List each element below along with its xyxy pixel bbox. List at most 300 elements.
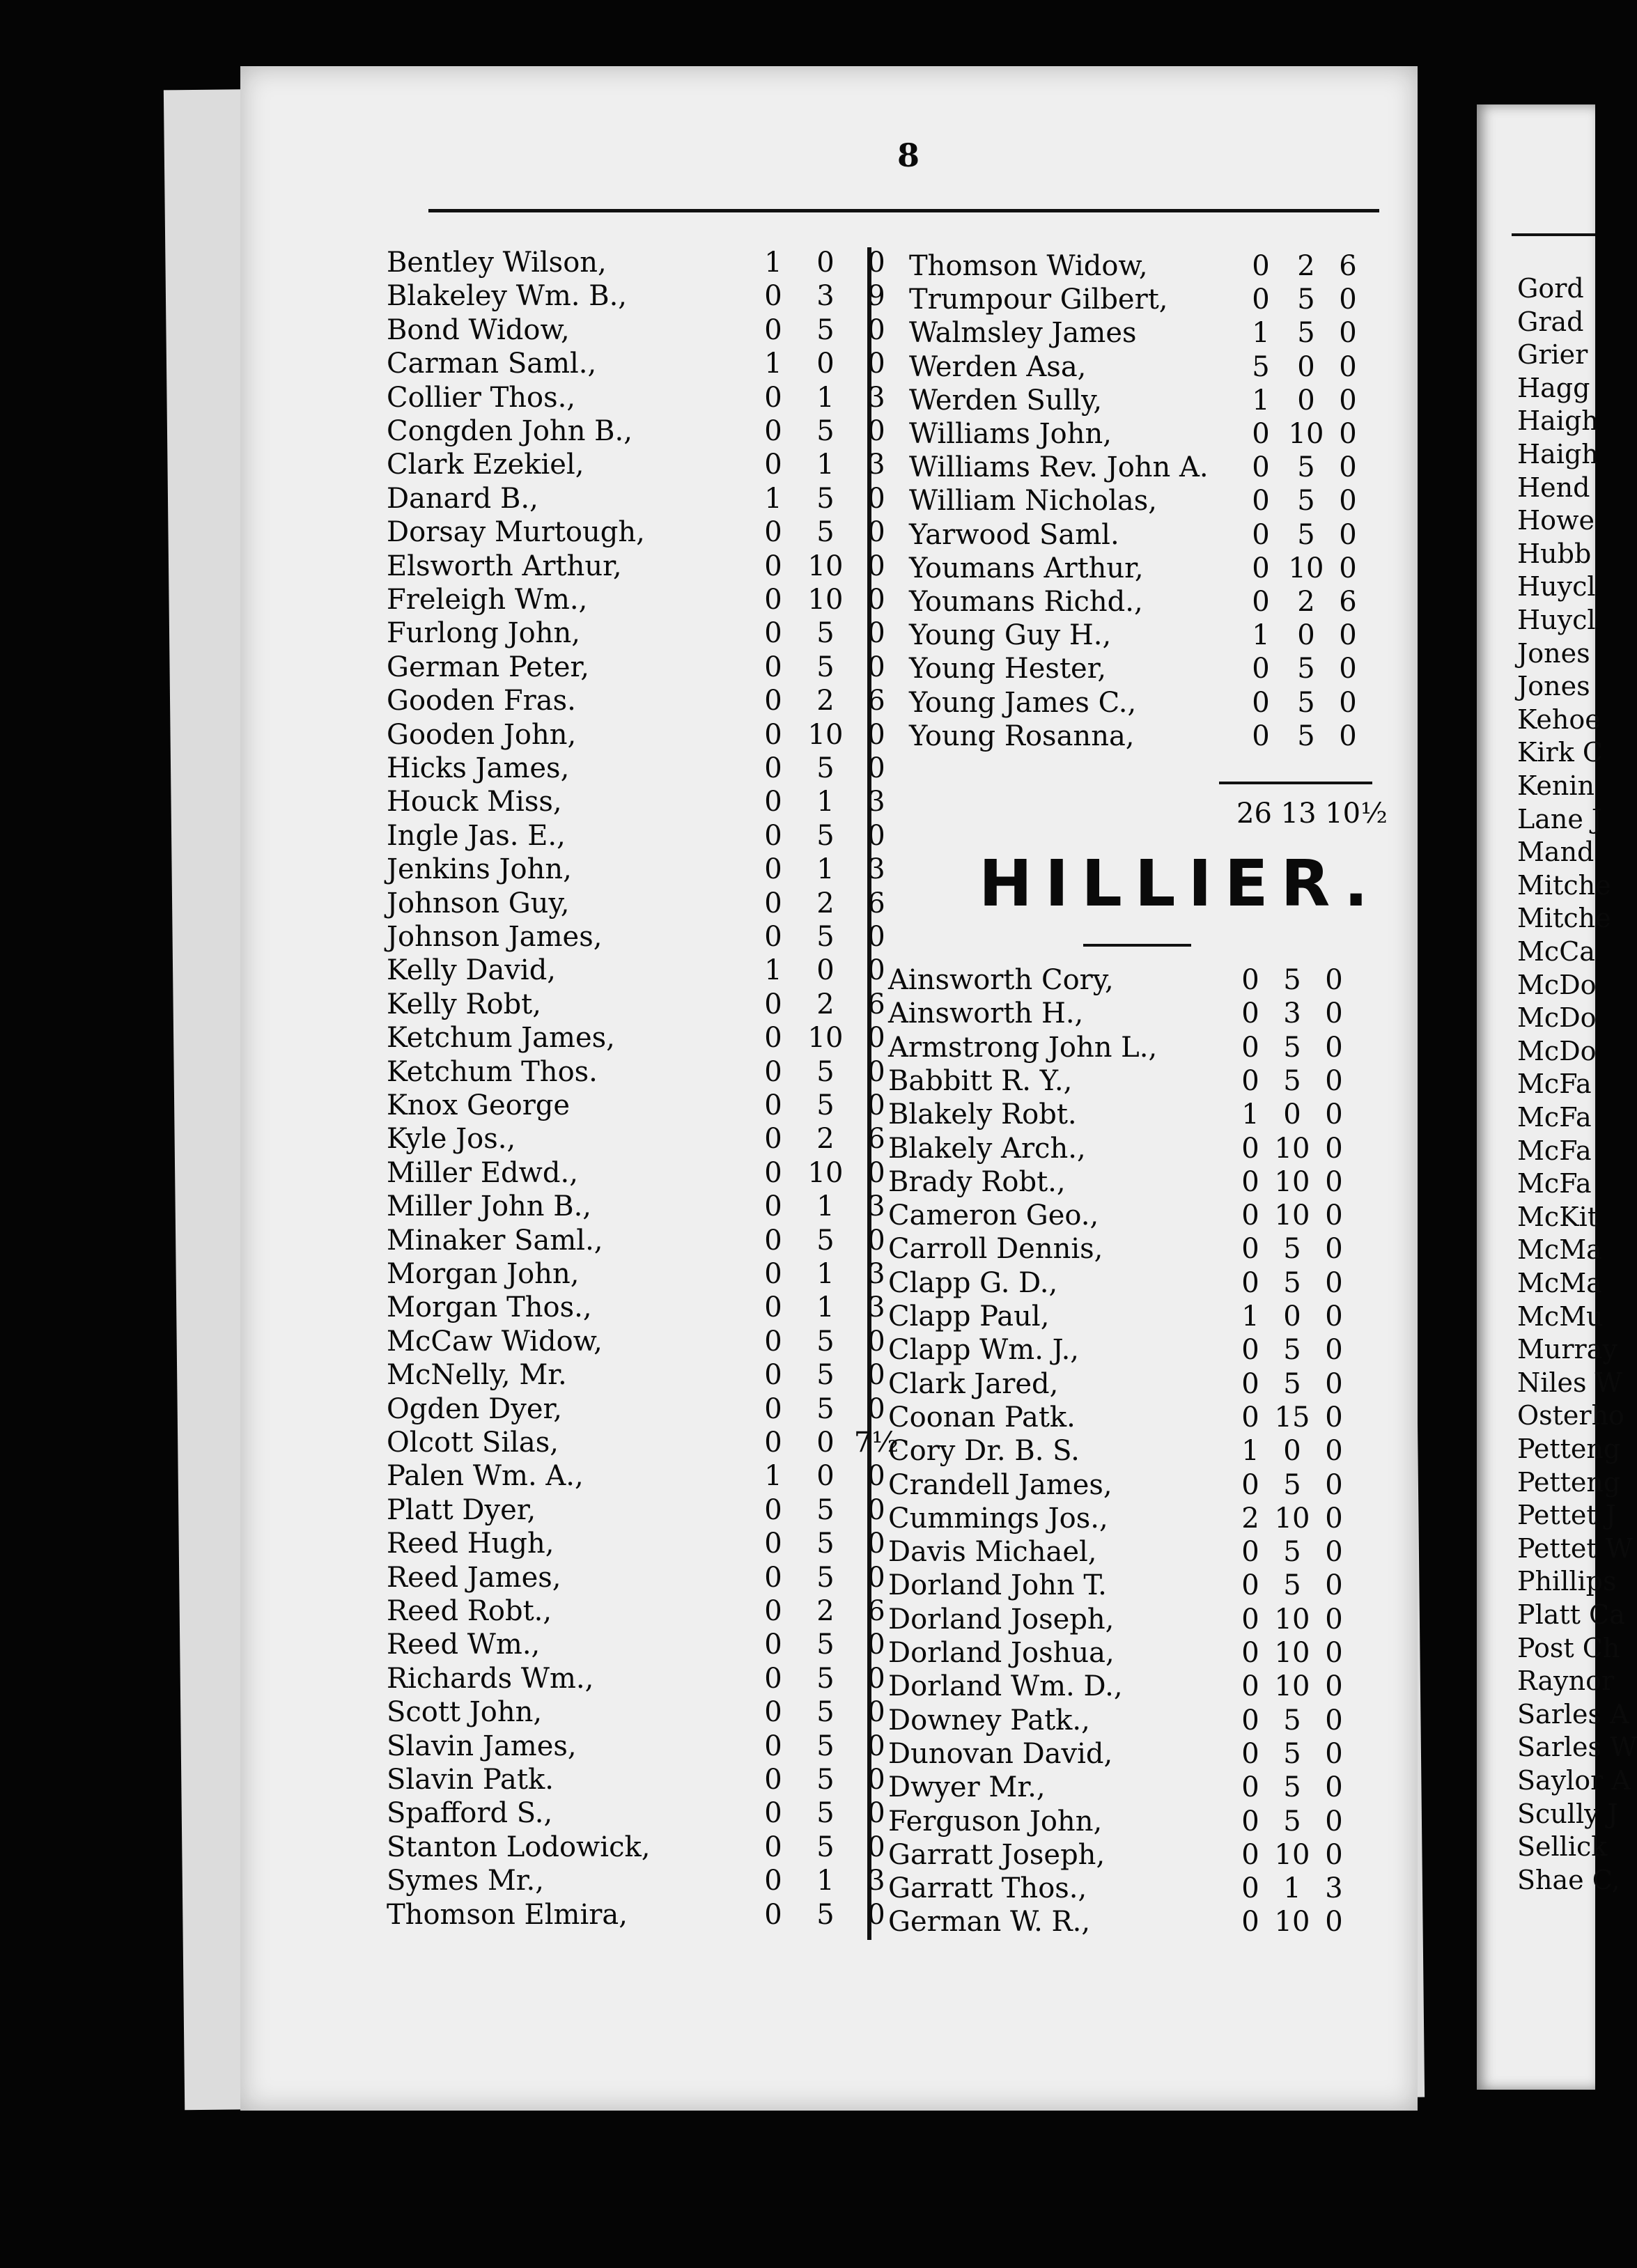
name: Blakely Arch., xyxy=(888,1132,1086,1165)
amount-pence: 0 xyxy=(867,921,885,953)
amount-shillings: 5 xyxy=(816,651,835,683)
amount-shillings: 0 xyxy=(816,1460,835,1493)
amount-pence: 0 xyxy=(867,1561,885,1594)
list-item xyxy=(888,1434,1358,1468)
amount-pounds: 0 xyxy=(1241,1771,1259,1804)
name: Young Guy H., xyxy=(909,619,1112,652)
amount-pounds: 1 xyxy=(764,954,782,987)
amount-pounds: 0 xyxy=(764,1831,782,1863)
list-item xyxy=(387,717,901,752)
list-item xyxy=(387,447,901,482)
amount-pence: 0 xyxy=(867,516,885,549)
amount-shillings: 5 xyxy=(816,1561,835,1594)
amount-shillings: 10 xyxy=(807,1156,844,1189)
amount-shillings: 3 xyxy=(816,280,835,313)
adjacent-page-text: Niles W xyxy=(1517,1367,1622,1398)
name: Symes Mr., xyxy=(387,1865,544,1897)
list-item xyxy=(387,1290,901,1325)
list-item xyxy=(909,651,1372,686)
name: Reed Hugh, xyxy=(387,1528,554,1560)
amount-pence: 0 xyxy=(1325,1132,1343,1165)
amount-pence: 3 xyxy=(867,1865,885,1897)
name: Johnson James, xyxy=(387,921,603,953)
amount-pounds: 0 xyxy=(1241,1737,1259,1770)
amount-pounds: 0 xyxy=(1252,418,1270,450)
list-item xyxy=(888,1602,1358,1637)
adjacent-page-text: Hend xyxy=(1517,472,1590,503)
amount-shillings: 5 xyxy=(1297,451,1315,484)
amount-shillings: 0 xyxy=(1283,1435,1301,1468)
amount-pence: 0 xyxy=(1325,1603,1343,1636)
amount-pence: 0 xyxy=(867,1797,885,1830)
list-item xyxy=(909,618,1372,653)
amount-shillings: 5 xyxy=(1297,485,1315,518)
amount-pounds: 0 xyxy=(1241,1603,1259,1636)
list-item xyxy=(387,987,901,1022)
amount-pence: 0 xyxy=(867,1898,885,1931)
adjacent-page-text: Grad xyxy=(1517,306,1584,337)
name: Garratt Thos., xyxy=(888,1872,1087,1905)
adjacent-page-text: Haigh xyxy=(1517,405,1599,437)
amount-pence: 0 xyxy=(867,1696,885,1729)
amount-pounds: 0 xyxy=(1252,552,1270,584)
amount-pounds: 0 xyxy=(1252,720,1270,752)
list-item xyxy=(387,886,901,921)
name: Hicks James, xyxy=(387,752,570,784)
amount-pounds: 0 xyxy=(764,280,782,313)
amount-shillings: 2 xyxy=(816,1595,835,1627)
amount-pounds: 1 xyxy=(764,348,782,380)
column-total: 26 13 10½ xyxy=(1236,798,1388,830)
list-item xyxy=(387,1020,901,1055)
adjacent-page-text: Grier xyxy=(1517,339,1588,371)
name: Williams John, xyxy=(909,418,1112,450)
amount-shillings: 2 xyxy=(816,1123,835,1156)
list-item xyxy=(909,282,1372,317)
list-item xyxy=(387,1257,901,1291)
name: Kelly Robt, xyxy=(387,988,541,1020)
amount-pounds: 0 xyxy=(764,1123,782,1156)
list-item xyxy=(888,1535,1358,1569)
name: Young James C., xyxy=(909,686,1137,719)
amount-shillings: 1 xyxy=(816,1865,835,1897)
list-item xyxy=(888,1904,1358,1939)
amount-pence: 0 xyxy=(1339,317,1357,350)
amount-pence: 0 xyxy=(867,752,885,784)
amount-pence: 0 xyxy=(867,1089,885,1121)
amount-pence: 0 xyxy=(1325,1637,1343,1669)
amount-pence: 3 xyxy=(867,853,885,886)
adjacent-page-text: Hagg xyxy=(1517,372,1590,403)
amount-pence: 0 xyxy=(1325,1266,1343,1299)
adjacent-page-text: McDo xyxy=(1517,1035,1597,1066)
amount-pence: 0 xyxy=(1325,1838,1343,1871)
name: Werden Asa, xyxy=(909,350,1087,383)
amount-shillings: 1 xyxy=(816,853,835,886)
list-item xyxy=(909,383,1372,418)
amount-pence: 0 xyxy=(867,1156,885,1189)
amount-shillings: 5 xyxy=(816,1764,835,1796)
amount-shillings: 5 xyxy=(1283,1805,1301,1838)
amount-shillings: 10 xyxy=(1274,1603,1310,1636)
amount-pence: 0 xyxy=(867,1460,885,1493)
amount-pounds: 0 xyxy=(764,887,782,919)
list-item xyxy=(909,483,1372,518)
amount-pounds: 0 xyxy=(1241,1838,1259,1871)
amount-shillings: 10 xyxy=(1274,1199,1310,1232)
amount-pounds: 0 xyxy=(1241,964,1259,996)
adjacent-page-text: McFa xyxy=(1517,1102,1592,1133)
amount-pounds: 0 xyxy=(1252,518,1270,551)
name: Cameron Geo., xyxy=(888,1199,1099,1232)
amount-pounds: 0 xyxy=(1252,485,1270,518)
amount-pounds: 0 xyxy=(764,1325,782,1358)
list-item xyxy=(909,316,1372,350)
amount-shillings: 10 xyxy=(807,584,844,616)
amount-pounds: 0 xyxy=(1241,1805,1259,1838)
amount-shillings: 1 xyxy=(816,381,835,414)
adjacent-page-text: Huycl xyxy=(1517,605,1596,635)
amount-shillings: 5 xyxy=(816,1831,835,1863)
adjacent-page-text: Mand xyxy=(1517,837,1595,868)
amount-shillings: 5 xyxy=(816,1055,835,1088)
amount-shillings: 5 xyxy=(1283,964,1301,996)
amount-pence: 3 xyxy=(867,1190,885,1223)
amount-shillings: 0 xyxy=(1297,384,1315,417)
amount-pence: 0 xyxy=(867,415,885,447)
amount-pounds: 0 xyxy=(764,1595,782,1627)
list-item xyxy=(888,1030,1358,1065)
adjacent-page-text: Scully J xyxy=(1517,1798,1618,1829)
amount-shillings: 0 xyxy=(1283,1300,1301,1333)
adjacent-page-text: Osterho xyxy=(1517,1400,1624,1431)
amount-pounds: 0 xyxy=(764,1696,782,1729)
section-rule xyxy=(1083,944,1191,947)
amount-pence: 0 xyxy=(1325,997,1343,1030)
amount-pounds: 1 xyxy=(764,482,782,515)
amount-shillings: 10 xyxy=(807,718,844,751)
amount-shillings: 10 xyxy=(1274,1906,1310,1939)
name: Davis Michael, xyxy=(888,1536,1097,1569)
adjacent-page-text: McFa xyxy=(1517,1168,1592,1199)
amount-shillings: 5 xyxy=(816,1696,835,1729)
amount-shillings: 5 xyxy=(1283,1233,1301,1266)
adjacent-page-text: Phillips xyxy=(1517,1566,1617,1597)
list-item xyxy=(387,414,901,449)
adjacent-page-text: McMu xyxy=(1517,1300,1604,1332)
amount-pounds: 0 xyxy=(764,752,782,784)
amount-pence: 0 xyxy=(867,1055,885,1088)
amount-shillings: 15 xyxy=(1274,1401,1310,1434)
amount-shillings: 5 xyxy=(1297,317,1315,350)
name: Yarwood Saml. xyxy=(909,518,1119,551)
name: Carroll Dennis, xyxy=(888,1233,1103,1266)
amount-shillings: 0 xyxy=(1283,1098,1301,1131)
name: Houck Miss, xyxy=(387,786,562,818)
name: Freleigh Wm., xyxy=(387,584,588,616)
list-item xyxy=(909,450,1372,485)
name: Dwyer Mr., xyxy=(888,1771,1046,1804)
list-item xyxy=(888,1131,1358,1166)
list-item xyxy=(909,685,1372,720)
amount-pence: 0 xyxy=(867,819,885,852)
adjacent-page-text: Huycl xyxy=(1517,571,1596,603)
adjacent-page-text: Murray xyxy=(1517,1334,1617,1365)
amount-pence: 0 xyxy=(867,1022,885,1055)
name: William Nicholas, xyxy=(909,485,1157,518)
name: Ferguson John, xyxy=(888,1805,1103,1838)
list-item xyxy=(888,1804,1358,1839)
amount-pounds: 0 xyxy=(1241,1233,1259,1266)
name: Slavin James, xyxy=(387,1730,577,1762)
name: Bond Widow, xyxy=(387,313,570,346)
amount-pounds: 1 xyxy=(1252,384,1270,417)
amount-pounds: 0 xyxy=(1241,1132,1259,1165)
amount-pence: 0 xyxy=(1339,485,1357,518)
amount-pounds: 1 xyxy=(764,1460,782,1493)
amount-pence: 0 xyxy=(1325,1334,1343,1367)
adjacent-page-text: Pettet W xyxy=(1517,1532,1633,1564)
list-item xyxy=(888,1266,1358,1300)
adjacent-page-text: Jones xyxy=(1517,671,1590,702)
name: Armstrong John L., xyxy=(888,1031,1158,1064)
amount-pounds: 1 xyxy=(1252,317,1270,350)
name: Dorland Wm. D., xyxy=(888,1670,1123,1703)
adjacent-page-text: Petteng xyxy=(1517,1466,1621,1498)
list-item xyxy=(888,1400,1358,1435)
amount-shillings: 10 xyxy=(1274,1502,1310,1535)
adjacent-page-text: Hubb xyxy=(1517,538,1592,569)
amount-pence: 3 xyxy=(867,449,885,481)
amount-pence: 3 xyxy=(867,1291,885,1324)
name: Dorland Joseph, xyxy=(888,1603,1115,1636)
name: Spafford S., xyxy=(387,1797,553,1830)
amount-pounds: 0 xyxy=(1252,284,1270,316)
list-item xyxy=(387,1762,901,1797)
name: Ainsworth Cory, xyxy=(888,964,1114,996)
name: Cummings Jos., xyxy=(888,1502,1108,1535)
amount-pence: 0 xyxy=(867,313,885,346)
amount-shillings: 2 xyxy=(1297,250,1315,282)
amount-pence: 0 xyxy=(1325,1670,1343,1703)
list-item xyxy=(387,683,901,718)
adjacent-page-rule xyxy=(1512,233,1595,236)
amount-pounds: 0 xyxy=(764,853,782,886)
name: Blakeley Wm. B., xyxy=(387,280,628,313)
list-item xyxy=(888,1299,1358,1334)
adjacent-page-text: McCa xyxy=(1517,936,1595,967)
amount-pence: 0 xyxy=(867,1629,885,1661)
adjacent-page-text: McDo xyxy=(1517,969,1597,1000)
list-item xyxy=(387,953,901,988)
amount-pence: 0 xyxy=(1325,1367,1343,1400)
name: Miller Edwd., xyxy=(387,1156,578,1189)
amount-pence: 0 xyxy=(867,718,885,751)
name: Garratt Joseph, xyxy=(888,1838,1105,1871)
amount-pence: 3 xyxy=(1325,1872,1343,1905)
amount-pence: 6 xyxy=(867,988,885,1020)
amount-pounds: 0 xyxy=(764,1022,782,1055)
list-item xyxy=(387,1055,901,1089)
amount-shillings: 5 xyxy=(816,1797,835,1830)
amount-shillings: 5 xyxy=(816,1528,835,1560)
name: McCaw Widow, xyxy=(387,1325,603,1358)
list-item xyxy=(387,1121,901,1156)
list-item xyxy=(387,1223,901,1258)
name: Scott John, xyxy=(387,1696,543,1729)
amount-shillings: 10 xyxy=(1288,418,1324,450)
amount-shillings: 5 xyxy=(816,1898,835,1931)
amount-pence: 6 xyxy=(1339,586,1357,618)
amount-shillings: 2 xyxy=(816,988,835,1020)
amount-pence: 0 xyxy=(867,1493,885,1526)
list-item xyxy=(909,584,1372,619)
name: Kyle Jos., xyxy=(387,1123,516,1156)
amount-pounds: 0 xyxy=(764,550,782,582)
list-item xyxy=(387,380,901,415)
amount-pounds: 0 xyxy=(1241,1670,1259,1703)
adjacent-page-text: Kehoe xyxy=(1517,704,1601,735)
amount-pounds: 0 xyxy=(764,381,782,414)
adjacent-page-text: Petteng xyxy=(1517,1434,1621,1464)
adjacent-page-text: McMa xyxy=(1517,1268,1602,1298)
adjacent-page-text: Kirk C xyxy=(1517,737,1603,768)
amount-shillings: 1 xyxy=(816,1258,835,1290)
list-item xyxy=(909,249,1372,284)
list-item xyxy=(387,1392,901,1427)
amount-pence: 0 xyxy=(867,348,885,380)
amount-pounds: 0 xyxy=(764,921,782,953)
amount-pounds: 0 xyxy=(1252,686,1270,719)
amount-shillings: 5 xyxy=(816,819,835,852)
amount-pounds: 0 xyxy=(764,1730,782,1762)
name: Palen Wm. A., xyxy=(387,1460,584,1493)
adjacent-page-text: Kenin xyxy=(1517,770,1595,801)
amount-pence: 0 xyxy=(1339,384,1357,417)
header-rule xyxy=(428,209,1379,212)
amount-shillings: 5 xyxy=(816,1392,835,1425)
adjacent-page-text: Lane J xyxy=(1517,803,1603,834)
name: Reed Wm., xyxy=(387,1629,541,1661)
amount-pence: 0 xyxy=(867,1224,885,1257)
amount-pounds: 0 xyxy=(1252,586,1270,618)
amount-pounds: 0 xyxy=(1241,1334,1259,1367)
name: Furlong John, xyxy=(387,617,580,650)
name: Young Hester, xyxy=(909,653,1107,685)
amount-pounds: 0 xyxy=(764,1493,782,1526)
list-item xyxy=(888,1737,1358,1771)
amount-pounds: 1 xyxy=(1241,1300,1259,1333)
amount-pounds: 0 xyxy=(1241,1536,1259,1569)
list-item xyxy=(387,582,901,617)
amount-shillings: 5 xyxy=(1283,1771,1301,1804)
amount-pence: 0 xyxy=(1339,686,1357,719)
adjacent-page-text: McFa xyxy=(1517,1069,1592,1100)
name: Kelly David, xyxy=(387,954,557,987)
list-item xyxy=(888,1165,1358,1199)
amount-pence: 6 xyxy=(867,887,885,919)
amount-pence: 0 xyxy=(867,584,885,616)
list-item xyxy=(387,1156,901,1190)
amount-pence: 6 xyxy=(867,685,885,717)
page-number: 8 xyxy=(897,137,920,174)
amount-pence: 0 xyxy=(867,617,885,650)
name: Collier Thos., xyxy=(387,381,576,414)
name: Dunovan David, xyxy=(888,1737,1113,1770)
amount-shillings: 5 xyxy=(816,617,835,650)
amount-shillings: 2 xyxy=(816,685,835,717)
name: Babbitt R. Y., xyxy=(888,1064,1073,1097)
list-item xyxy=(387,1830,901,1865)
amount-shillings: 10 xyxy=(807,1022,844,1055)
amount-pounds: 0 xyxy=(764,1898,782,1931)
name: Downey Patk., xyxy=(888,1704,1090,1737)
amount-pence: 0 xyxy=(867,1730,885,1762)
name: McNelly, Mr. xyxy=(387,1359,567,1392)
list-item xyxy=(387,1324,901,1359)
name: Dorland John T. xyxy=(888,1569,1107,1602)
amount-pence: 3 xyxy=(867,1258,885,1290)
amount-shillings: 10 xyxy=(1274,1670,1310,1703)
list-item xyxy=(888,1871,1358,1906)
name: Cory Dr. B. S. xyxy=(888,1435,1080,1468)
list-item xyxy=(387,549,901,584)
amount-pence: 0 xyxy=(1339,552,1357,584)
amount-pence: 0 xyxy=(867,1325,885,1358)
amount-pounds: 0 xyxy=(764,313,782,346)
amount-pounds: 0 xyxy=(764,1055,782,1088)
amount-pence: 0 xyxy=(1339,720,1357,752)
list-item xyxy=(387,313,901,348)
amount-shillings: 0 xyxy=(816,247,835,279)
name: Thomson Widow, xyxy=(909,250,1148,282)
amount-shillings: 0 xyxy=(1297,350,1315,383)
list-item xyxy=(387,1594,901,1629)
amount-pence: 9 xyxy=(867,280,885,313)
name: Thomson Elmira, xyxy=(387,1898,628,1931)
amount-shillings: 5 xyxy=(816,516,835,549)
list-item xyxy=(387,852,901,887)
name: Youmans Richd., xyxy=(909,586,1143,618)
amount-pounds: 0 xyxy=(764,718,782,751)
list-item xyxy=(888,1367,1358,1401)
section-title: HILLIER. xyxy=(979,846,1381,921)
list-item xyxy=(387,751,901,786)
adjacent-page-text: Platt Ca xyxy=(1517,1599,1625,1630)
amount-pence: 0 xyxy=(1325,1199,1343,1232)
name: Ketchum James, xyxy=(387,1022,615,1055)
amount-shillings: 5 xyxy=(816,1730,835,1762)
name: Olcott Silas, xyxy=(387,1427,559,1459)
amount-pounds: 0 xyxy=(764,584,782,616)
amount-pounds: 0 xyxy=(764,1561,782,1594)
list-item xyxy=(387,1459,901,1493)
amount-pence: 0 xyxy=(1325,1704,1343,1737)
list-item xyxy=(909,350,1372,385)
amount-pounds: 0 xyxy=(1241,997,1259,1030)
list-item xyxy=(888,1064,1358,1098)
amount-shillings: 1 xyxy=(816,786,835,818)
amount-shillings: 10 xyxy=(807,550,844,582)
amount-shillings: 5 xyxy=(1283,1569,1301,1602)
amount-shillings: 5 xyxy=(816,752,835,784)
list-item xyxy=(387,515,901,550)
amount-shillings: 5 xyxy=(816,1493,835,1526)
amount-pence: 0 xyxy=(1325,1502,1343,1535)
adjacent-page-text: Shae C, xyxy=(1517,1864,1620,1895)
list-item xyxy=(888,1232,1358,1266)
amount-pounds: 0 xyxy=(764,1629,782,1661)
